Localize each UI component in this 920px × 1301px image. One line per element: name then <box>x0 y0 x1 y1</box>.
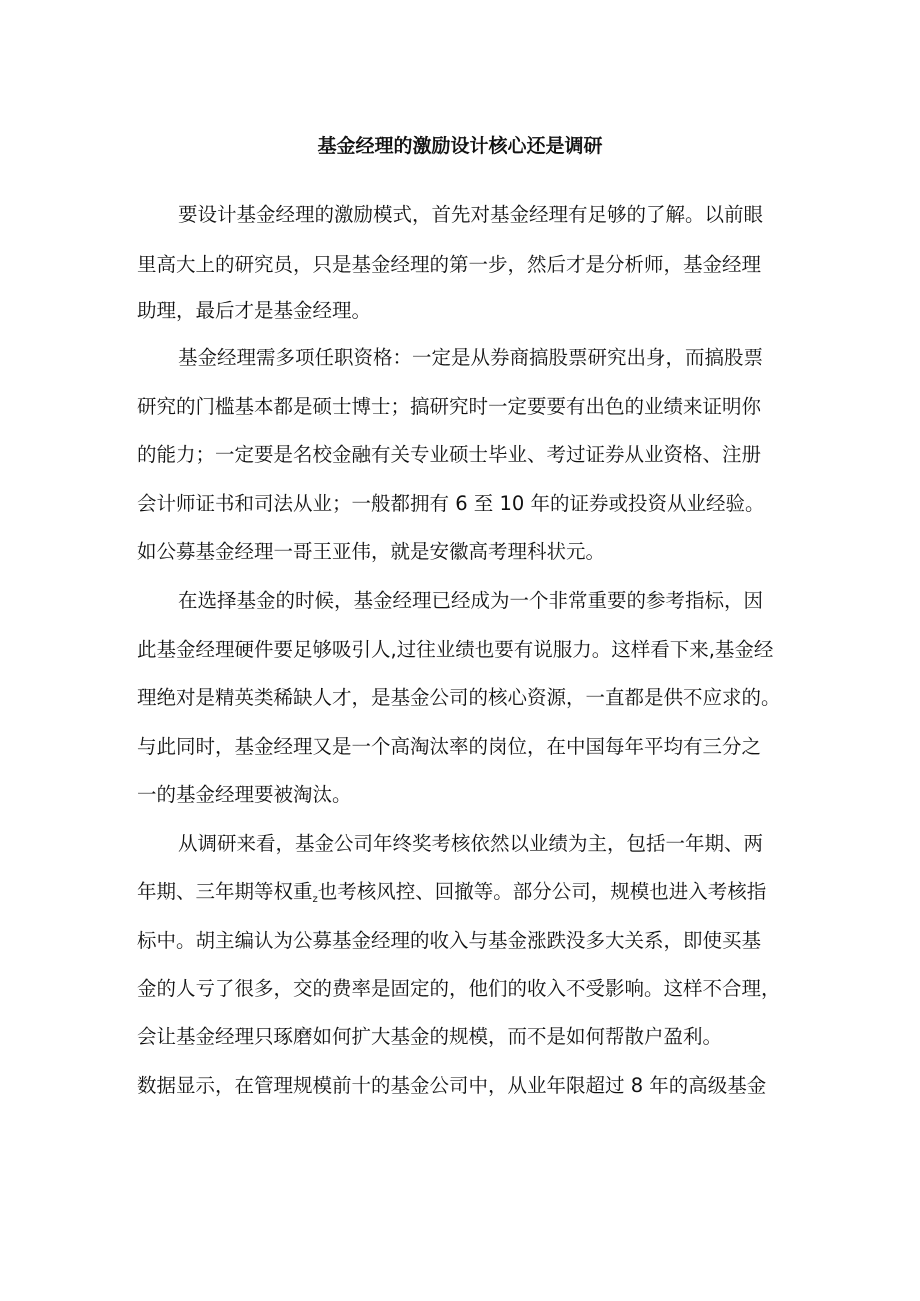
paragraph-line: 标中。胡主编认为公募基金经理的收入与基金涨跌没多大关系，即使买基 <box>137 929 762 952</box>
paragraph-line <box>137 877 766 915</box>
paragraph-line: 从调研来看，基金公司年终奖考核依然以业绩为主，包括一年期、两 <box>178 832 764 855</box>
paragraph-line: 基金经理需多项任职资格：一定是从券商搞股票研究出身，而搞股票 <box>178 346 764 369</box>
paragraph-line: 数据显示，在管理规模前十的基金公司中，从业年限超过 8 年的高级基金 <box>137 1074 767 1097</box>
paragraph-line: 要设计基金经理的激励模式，首先对基金经理有足够的了解。以前眼 <box>178 203 764 226</box>
paragraph-line: 如公募基金经理一哥王亚伟，就是安徽高考理科状元。 <box>137 540 606 563</box>
paragraph-line: 与此同时，基金经理又是一个高淘汰率的岗位，在中国每年平均有三分之 <box>137 735 762 758</box>
paragraph-line: 理绝对是精英类稀缺人才，是基金公司的核心资源，一直都是供不应求的。 <box>137 686 781 709</box>
paragraph-line: 里高大上的研究员，只是基金经理的第一步，然后才是分析师，基金经理 <box>137 253 762 276</box>
paragraph-line: 的能力；一定要是名校金融有关专业硕士毕业、考过证券从业资格、注册 <box>137 443 762 466</box>
paragraph-line: 金的人亏了很多，交的费率是固定的，他们的收入不受影响。这样不合理， <box>137 977 781 1000</box>
paragraph-line: 研究的门槛基本都是硕士博士；搞研究时一定要要有出色的业绩来证明你 <box>137 395 762 418</box>
subscript-mark: z <box>312 894 318 905</box>
document-title: 基金经理的激励设计核心还是调研 <box>317 135 603 157</box>
line-segment: 年期、三年期等权重 <box>137 880 313 903</box>
paragraph-line: 一的基金经理要被淘汰。 <box>137 783 352 806</box>
paragraph-line: 助理，最后才是基金经理。 <box>137 299 372 322</box>
paragraph-line: 会让基金经理只琢磨如何扩大基金的规模，而不是如何帮散户盈利。 <box>137 1025 723 1048</box>
paragraph-line: 此基金经理硬件要足够吸引人,过往业绩也要有说服力。这样看下来,基金经 <box>137 638 774 661</box>
paragraph-line: 在选择基金的时候，基金经理已经成为一个非常重要的参考指标，因 <box>178 589 764 612</box>
line-segment: 也考核风控、回撤等。部分公司，规模也进入考核指 <box>317 880 767 903</box>
paragraph-line: 会计师证书和司法从业；一般都拥有 6 至 10 年的证券或投资从业经验。 <box>137 492 765 515</box>
